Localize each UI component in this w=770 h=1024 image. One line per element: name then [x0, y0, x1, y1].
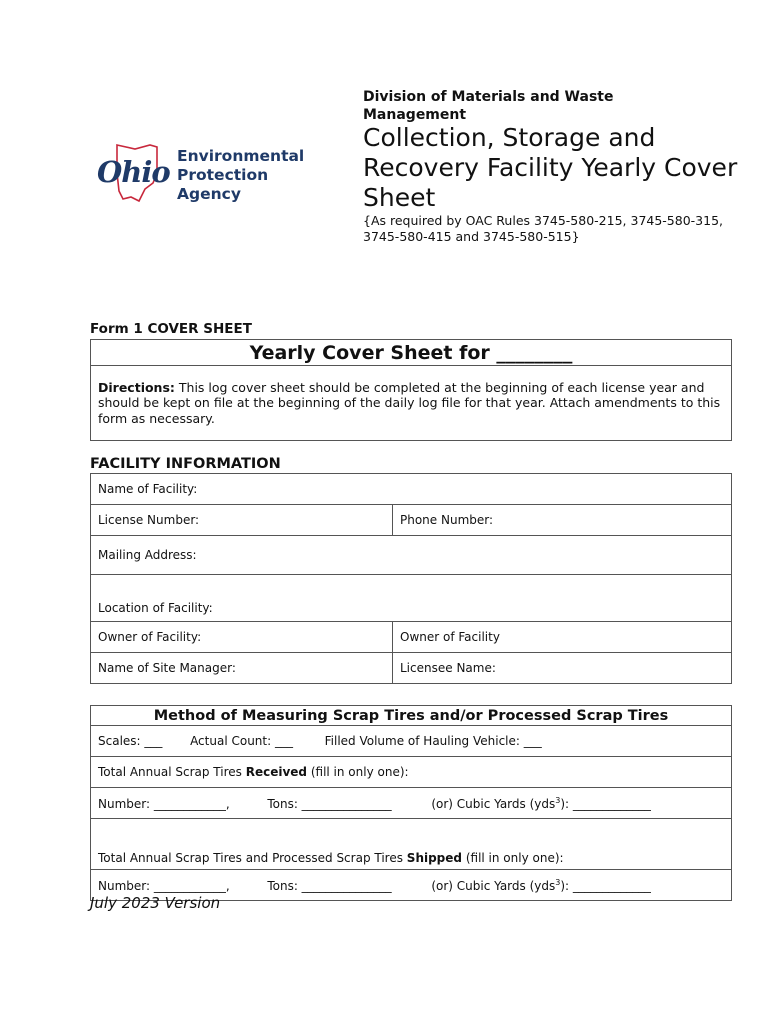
received-values-row: [91, 788, 732, 819]
received-label: Total Annual Scrap Tires: [98, 765, 246, 779]
facility-info-table: [90, 473, 732, 684]
form-label: Form 1 COVER SHEET: [90, 321, 252, 337]
shipped-note: (fill in only one):: [462, 851, 564, 865]
received-tons-field[interactable]: Tons: _______________: [267, 796, 392, 811]
shipped-label: Total Annual Scrap Tires and Processed Scrap Tires: [98, 851, 407, 865]
licensee-name-field[interactable]: Licensee Name:: [393, 653, 732, 684]
shipped-tons-field[interactable]: Tons: _______________: [267, 878, 392, 893]
owner-of-facility-field-2[interactable]: Owner of Facility: [393, 622, 732, 653]
received-bold: Received: [245, 765, 308, 779]
received-cubic-yards-field[interactable]: (or) Cubic Yards (yds$^3$): _____________: [431, 795, 651, 811]
agency-line-3: Agency: [177, 185, 241, 203]
cover-sheet-box: [90, 339, 732, 441]
received-number-field[interactable]: Number: ____________,: [98, 796, 230, 811]
filled-volume-option[interactable]: Filled Volume of Hauling Vehicle: ___: [324, 734, 542, 748]
phone-number-field[interactable]: Phone Number:: [393, 505, 732, 536]
shipped-number-field[interactable]: Number: ____________,: [98, 878, 230, 893]
document-title: Collection, Storage and Recovery Facility Yearly Cover Sheet: [363, 123, 738, 212]
agency-line-2: Protection: [177, 166, 269, 184]
actual-count-option[interactable]: Actual Count: ___: [190, 734, 293, 748]
agency-line-1: Environmental: [177, 147, 305, 165]
site-manager-field[interactable]: Name of Site Manager:: [91, 653, 393, 684]
shipped-bold: Shipped: [406, 851, 463, 865]
scales-option[interactable]: Scales: ___: [98, 734, 163, 748]
version-footer: July 2023 Version: [90, 894, 221, 912]
facility-section-label: FACILITY INFORMATION: [90, 456, 281, 472]
agency-name: [177, 147, 304, 204]
directions-text: This log cover sheet should be completed at the beginning of each license year and should be kept on file at the beginning of the daily log file for that year. Attach amendments to this form as necessary.: [98, 379, 721, 426]
license-number-field[interactable]: License Number:: [91, 505, 393, 536]
directions-label: Directions:: [98, 379, 175, 395]
ohio-epa-logo: [95, 143, 305, 205]
received-note: (fill in only one):: [307, 765, 409, 779]
ohio-wordmark: Ohio: [97, 155, 170, 189]
cover-heading: Yearly Cover Sheet for ________: [91, 340, 732, 366]
shipped-cubic-yards-field[interactable]: (or) Cubic Yards (yds$^3$): _____________: [431, 877, 651, 893]
facility-name-field[interactable]: Name of Facility:: [91, 474, 732, 505]
mailing-address-field[interactable]: Mailing Address:: [91, 536, 732, 575]
document-subtitle: {As required by OAC Rules 3745-580-215, 3745-580-315, 3745-580-415 and 3745-580-515}: [363, 213, 724, 244]
received-heading: [91, 757, 732, 788]
measuring-method-table: [90, 705, 732, 901]
shipped-heading: [91, 819, 732, 870]
method-options-row: [91, 726, 732, 757]
facility-location-field[interactable]: Location of Facility:: [91, 575, 732, 622]
method-heading: Method of Measuring Scrap Tires and/or Processed Scrap Tires: [91, 706, 732, 726]
directions: [91, 366, 732, 441]
division-name: Division of Materials and Waste Management: [363, 89, 614, 123]
owner-of-facility-field[interactable]: Owner of Facility:: [91, 622, 393, 653]
